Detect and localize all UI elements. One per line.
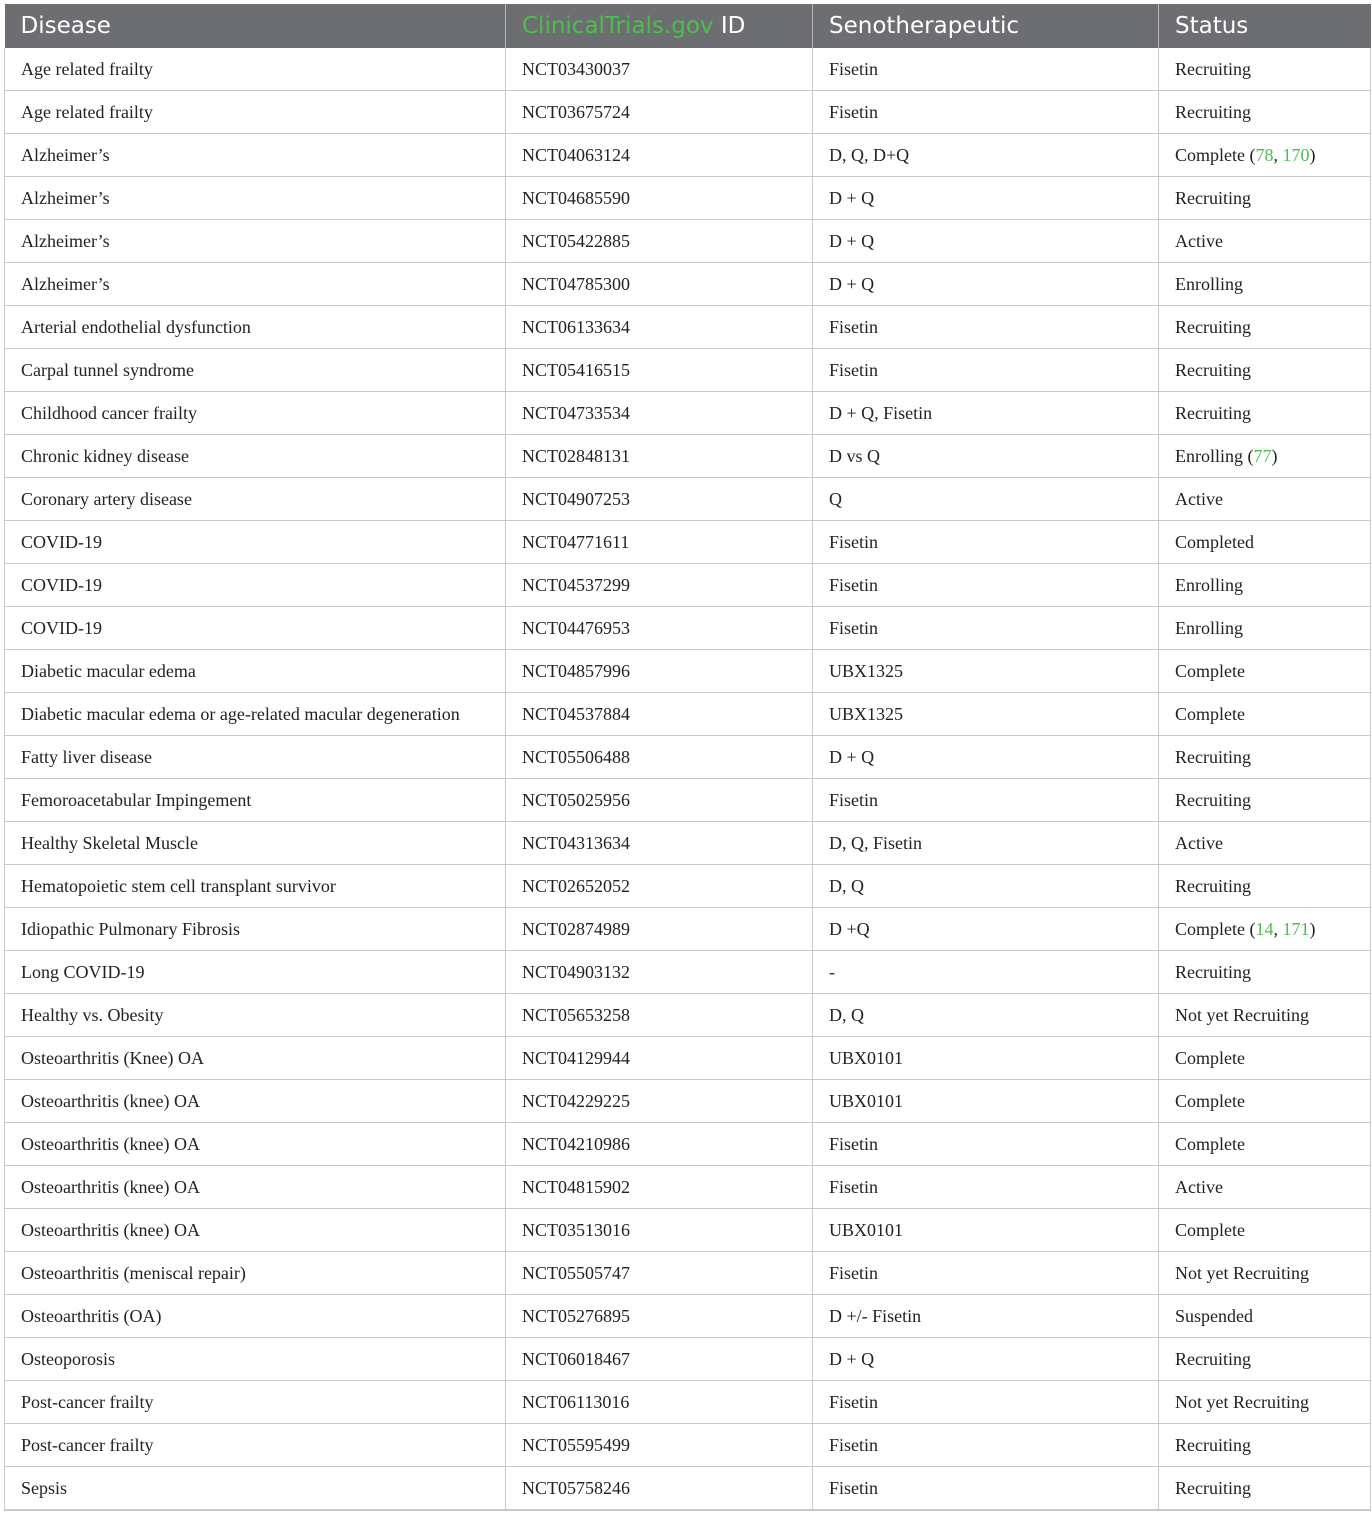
cell-disease: Age related frailty bbox=[5, 48, 506, 91]
table-row bbox=[5, 1295, 1371, 1338]
citation-link[interactable]: 171 bbox=[1282, 918, 1310, 939]
cell-senotherapeutic: Fisetin bbox=[813, 607, 1159, 650]
cell-trial-id: NCT02652052 bbox=[506, 865, 813, 908]
table-row bbox=[5, 1037, 1371, 1080]
cell-trial-id: NCT04907253 bbox=[506, 478, 813, 521]
cell-status bbox=[1159, 1338, 1371, 1381]
cell-trial-id: NCT06018467 bbox=[506, 1338, 813, 1381]
cell-status bbox=[1159, 1467, 1371, 1511]
header-status: Status bbox=[1159, 4, 1371, 48]
table-row bbox=[5, 1252, 1371, 1295]
status-text: Complete bbox=[1175, 660, 1245, 681]
cell-status bbox=[1159, 48, 1371, 91]
cell-trial-id: NCT05653258 bbox=[506, 994, 813, 1037]
table-row bbox=[5, 564, 1371, 607]
status-text: Recruiting bbox=[1175, 1434, 1251, 1455]
trials-table bbox=[4, 4, 1371, 1511]
status-text: Complete bbox=[1175, 1090, 1245, 1111]
cell-disease: Osteoarthritis (knee) OA bbox=[5, 1166, 506, 1209]
citation-link[interactable]: 78 bbox=[1255, 144, 1274, 165]
cell-disease: Femoroacetabular Impingement bbox=[5, 779, 506, 822]
cell-trial-id: NCT04857996 bbox=[506, 650, 813, 693]
table-row bbox=[5, 822, 1371, 865]
header-senotherapeutic: Senotherapeutic bbox=[813, 4, 1159, 48]
cell-trial-id: NCT04229225 bbox=[506, 1080, 813, 1123]
table-row bbox=[5, 306, 1371, 349]
table-row bbox=[5, 392, 1371, 435]
cell-senotherapeutic: Fisetin bbox=[813, 1166, 1159, 1209]
status-text: Recruiting bbox=[1175, 101, 1251, 122]
cell-status bbox=[1159, 779, 1371, 822]
cell-status bbox=[1159, 865, 1371, 908]
cell-senotherapeutic: Fisetin bbox=[813, 1424, 1159, 1467]
cell-senotherapeutic: D + Q bbox=[813, 736, 1159, 779]
cell-status bbox=[1159, 736, 1371, 779]
cell-disease: Healthy Skeletal Muscle bbox=[5, 822, 506, 865]
status-text: Active bbox=[1175, 1176, 1223, 1197]
cell-senotherapeutic: UBX1325 bbox=[813, 650, 1159, 693]
table-row bbox=[5, 478, 1371, 521]
status-text: Active bbox=[1175, 230, 1223, 251]
cell-status bbox=[1159, 607, 1371, 650]
cell-disease: Healthy vs. Obesity bbox=[5, 994, 506, 1037]
cell-trial-id: NCT04785300 bbox=[506, 263, 813, 306]
cell-trial-id: NCT04063124 bbox=[506, 134, 813, 177]
cell-disease: Childhood cancer frailty bbox=[5, 392, 506, 435]
status-text: Enrolling bbox=[1175, 445, 1243, 466]
table-row bbox=[5, 779, 1371, 822]
cell-status bbox=[1159, 1209, 1371, 1252]
cell-disease: Osteoporosis bbox=[5, 1338, 506, 1381]
cell-trial-id: NCT04903132 bbox=[506, 951, 813, 994]
cell-senotherapeutic: D, Q bbox=[813, 865, 1159, 908]
cell-disease: Age related frailty bbox=[5, 91, 506, 134]
cell-trial-id: NCT05416515 bbox=[506, 349, 813, 392]
cell-senotherapeutic: D + Q bbox=[813, 177, 1159, 220]
cell-status bbox=[1159, 1295, 1371, 1338]
cell-senotherapeutic: D +/- Fisetin bbox=[813, 1295, 1159, 1338]
cell-disease: Idiopathic Pulmonary Fibrosis bbox=[5, 908, 506, 951]
table-row bbox=[5, 693, 1371, 736]
cell-trial-id: NCT06133634 bbox=[506, 306, 813, 349]
cell-disease: Arterial endothelial dysfunction bbox=[5, 306, 506, 349]
cell-disease: Post-cancer frailty bbox=[5, 1424, 506, 1467]
table-row bbox=[5, 865, 1371, 908]
table-row bbox=[5, 1123, 1371, 1166]
cell-senotherapeutic: D + Q, Fisetin bbox=[813, 392, 1159, 435]
table-row bbox=[5, 908, 1371, 951]
status-text: Recruiting bbox=[1175, 58, 1251, 79]
cell-disease: Carpal tunnel syndrome bbox=[5, 349, 506, 392]
cell-status bbox=[1159, 1252, 1371, 1295]
cell-status bbox=[1159, 478, 1371, 521]
cell-senotherapeutic: D + Q bbox=[813, 220, 1159, 263]
cell-trial-id: NCT05422885 bbox=[506, 220, 813, 263]
table-row bbox=[5, 349, 1371, 392]
table-row bbox=[5, 220, 1371, 263]
cell-senotherapeutic: D + Q bbox=[813, 1338, 1159, 1381]
table-row bbox=[5, 951, 1371, 994]
cell-status bbox=[1159, 650, 1371, 693]
clinicaltrials-link[interactable]: ClinicalTrials.gov bbox=[522, 13, 714, 39]
cell-trial-id: NCT04685590 bbox=[506, 177, 813, 220]
status-text: Complete bbox=[1175, 1133, 1245, 1154]
cell-status: Enrolling (77) bbox=[1159, 435, 1371, 478]
cell-trial-id: NCT05506488 bbox=[506, 736, 813, 779]
cell-trial-id: NCT04476953 bbox=[506, 607, 813, 650]
table-row bbox=[5, 48, 1371, 91]
cell-trial-id: NCT05276895 bbox=[506, 1295, 813, 1338]
cell-status bbox=[1159, 822, 1371, 865]
table-row bbox=[5, 134, 1371, 177]
status-text: Recruiting bbox=[1175, 746, 1251, 767]
cell-senotherapeutic: Fisetin bbox=[813, 1123, 1159, 1166]
status-text: Not yet Recruiting bbox=[1175, 1391, 1309, 1412]
cell-trial-id: NCT04537299 bbox=[506, 564, 813, 607]
cell-status bbox=[1159, 951, 1371, 994]
cell-senotherapeutic: UBX0101 bbox=[813, 1209, 1159, 1252]
cell-trial-id: NCT04733534 bbox=[506, 392, 813, 435]
cell-trial-id: NCT04771611 bbox=[506, 521, 813, 564]
table-row bbox=[5, 1424, 1371, 1467]
cell-trial-id: NCT06113016 bbox=[506, 1381, 813, 1424]
cell-disease: Osteoarthritis (knee) OA bbox=[5, 1209, 506, 1252]
cell-trial-id: NCT03675724 bbox=[506, 91, 813, 134]
status-text: Recruiting bbox=[1175, 961, 1251, 982]
table-row bbox=[5, 1166, 1371, 1209]
status-text: Complete bbox=[1175, 703, 1245, 724]
citation-link[interactable]: 170 bbox=[1282, 144, 1310, 165]
cell-senotherapeutic: D + Q bbox=[813, 263, 1159, 306]
cell-senotherapeutic: D, Q, Fisetin bbox=[813, 822, 1159, 865]
table-row bbox=[5, 521, 1371, 564]
status-text: Recruiting bbox=[1175, 402, 1251, 423]
status-text: Enrolling bbox=[1175, 574, 1243, 595]
status-text: Enrolling bbox=[1175, 617, 1243, 638]
cell-senotherapeutic: Fisetin bbox=[813, 779, 1159, 822]
cell-status bbox=[1159, 994, 1371, 1037]
cell-senotherapeutic: Fisetin bbox=[813, 349, 1159, 392]
cell-senotherapeutic: Fisetin bbox=[813, 1381, 1159, 1424]
cell-senotherapeutic: Fisetin bbox=[813, 48, 1159, 91]
cell-disease: COVID-19 bbox=[5, 607, 506, 650]
cell-status bbox=[1159, 521, 1371, 564]
cell-trial-id: NCT03513016 bbox=[506, 1209, 813, 1252]
table-row bbox=[5, 1338, 1371, 1381]
status-text: Enrolling bbox=[1175, 273, 1243, 294]
status-text: Complete bbox=[1175, 918, 1245, 939]
cell-disease: Alzheimer’s bbox=[5, 220, 506, 263]
table-row bbox=[5, 91, 1371, 134]
cell-trial-id: NCT04210986 bbox=[506, 1123, 813, 1166]
header-id-suffix: ID bbox=[713, 13, 746, 39]
cell-disease: COVID-19 bbox=[5, 564, 506, 607]
cell-disease: Alzheimer’s bbox=[5, 134, 506, 177]
cell-senotherapeutic: Q bbox=[813, 478, 1159, 521]
cell-senotherapeutic: Fisetin bbox=[813, 306, 1159, 349]
table-row bbox=[5, 177, 1371, 220]
cell-trial-id: NCT05595499 bbox=[506, 1424, 813, 1467]
cell-trial-id: NCT04537884 bbox=[506, 693, 813, 736]
table-row bbox=[5, 650, 1371, 693]
status-text: Recruiting bbox=[1175, 187, 1251, 208]
cell-senotherapeutic: Fisetin bbox=[813, 91, 1159, 134]
cell-disease: Diabetic macular edema or age-related macular degeneration bbox=[5, 693, 506, 736]
cell-senotherapeutic: D +Q bbox=[813, 908, 1159, 951]
cell-disease: Post-cancer frailty bbox=[5, 1381, 506, 1424]
cell-status bbox=[1159, 693, 1371, 736]
cell-status bbox=[1159, 392, 1371, 435]
cell-status bbox=[1159, 1080, 1371, 1123]
status-text: Active bbox=[1175, 488, 1223, 509]
cell-senotherapeutic: Fisetin bbox=[813, 1252, 1159, 1295]
cell-disease: Fatty liver disease bbox=[5, 736, 506, 779]
table-body bbox=[5, 48, 1371, 1510]
cell-trial-id: NCT02874989 bbox=[506, 908, 813, 951]
cell-senotherapeutic: Fisetin bbox=[813, 564, 1159, 607]
status-text: Recruiting bbox=[1175, 359, 1251, 380]
status-text: Recruiting bbox=[1175, 1348, 1251, 1369]
cell-senotherapeutic: UBX0101 bbox=[813, 1037, 1159, 1080]
cell-trial-id: NCT04129944 bbox=[506, 1037, 813, 1080]
cell-disease: Osteoarthritis (OA) bbox=[5, 1295, 506, 1338]
cell-status bbox=[1159, 1123, 1371, 1166]
cell-disease: Osteoarthritis (knee) OA bbox=[5, 1123, 506, 1166]
cell-status bbox=[1159, 1424, 1371, 1467]
status-text: Not yet Recruiting bbox=[1175, 1004, 1309, 1025]
cell-disease: Alzheimer’s bbox=[5, 177, 506, 220]
status-text: Suspended bbox=[1175, 1305, 1253, 1326]
cell-disease: Chronic kidney disease bbox=[5, 435, 506, 478]
cell-disease: Alzheimer’s bbox=[5, 263, 506, 306]
table-row bbox=[5, 1381, 1371, 1424]
header-disease: Disease bbox=[5, 4, 506, 48]
table-row bbox=[5, 736, 1371, 779]
cell-senotherapeutic: D, Q, D+Q bbox=[813, 134, 1159, 177]
citation-link[interactable]: 77 bbox=[1253, 445, 1272, 466]
cell-status bbox=[1159, 306, 1371, 349]
cell-disease: Osteoarthritis (knee) OA bbox=[5, 1080, 506, 1123]
cell-senotherapeutic: D, Q bbox=[813, 994, 1159, 1037]
cell-status: Complete (78, 170) bbox=[1159, 134, 1371, 177]
cell-status: Complete (14, 171) bbox=[1159, 908, 1371, 951]
cell-disease: Hematopoietic stem cell transplant survivor bbox=[5, 865, 506, 908]
cell-status bbox=[1159, 1166, 1371, 1209]
cell-senotherapeutic: - bbox=[813, 951, 1159, 994]
cell-disease: Long COVID-19 bbox=[5, 951, 506, 994]
header-id bbox=[506, 4, 813, 48]
table-row bbox=[5, 1209, 1371, 1252]
cell-trial-id: NCT03430037 bbox=[506, 48, 813, 91]
citation-link[interactable]: 14 bbox=[1255, 918, 1274, 939]
status-text: Recruiting bbox=[1175, 1477, 1251, 1498]
table-row bbox=[5, 263, 1371, 306]
cell-disease: Osteoarthritis (Knee) OA bbox=[5, 1037, 506, 1080]
cell-trial-id: NCT05025956 bbox=[506, 779, 813, 822]
table-row bbox=[5, 994, 1371, 1037]
status-text: Complete bbox=[1175, 144, 1245, 165]
status-text: Recruiting bbox=[1175, 875, 1251, 896]
cell-trial-id: NCT04815902 bbox=[506, 1166, 813, 1209]
cell-status bbox=[1159, 91, 1371, 134]
status-text: Recruiting bbox=[1175, 316, 1251, 337]
table-row bbox=[5, 1080, 1371, 1123]
cell-status bbox=[1159, 1381, 1371, 1424]
cell-senotherapeutic: UBX1325 bbox=[813, 693, 1159, 736]
status-text: Recruiting bbox=[1175, 789, 1251, 810]
cell-trial-id: NCT05758246 bbox=[506, 1467, 813, 1511]
status-text: Completed bbox=[1175, 531, 1254, 552]
table-row bbox=[5, 607, 1371, 650]
table-row bbox=[5, 435, 1371, 478]
cell-status bbox=[1159, 177, 1371, 220]
cell-disease: Diabetic macular edema bbox=[5, 650, 506, 693]
cell-disease: Osteoarthritis (meniscal repair) bbox=[5, 1252, 506, 1295]
cell-status bbox=[1159, 564, 1371, 607]
cell-status bbox=[1159, 263, 1371, 306]
status-text: Active bbox=[1175, 832, 1223, 853]
cell-senotherapeutic: UBX0101 bbox=[813, 1080, 1159, 1123]
cell-senotherapeutic: Fisetin bbox=[813, 1467, 1159, 1511]
cell-status bbox=[1159, 1037, 1371, 1080]
cell-trial-id: NCT05505747 bbox=[506, 1252, 813, 1295]
status-text: Not yet Recruiting bbox=[1175, 1262, 1309, 1283]
cell-disease: Coronary artery disease bbox=[5, 478, 506, 521]
cell-senotherapeutic: D vs Q bbox=[813, 435, 1159, 478]
status-text: Complete bbox=[1175, 1047, 1245, 1068]
cell-disease: COVID-19 bbox=[5, 521, 506, 564]
cell-status bbox=[1159, 220, 1371, 263]
cell-status bbox=[1159, 349, 1371, 392]
cell-trial-id: NCT02848131 bbox=[506, 435, 813, 478]
table-row bbox=[5, 1467, 1371, 1511]
cell-trial-id: NCT04313634 bbox=[506, 822, 813, 865]
cell-disease: Sepsis bbox=[5, 1467, 506, 1511]
status-text: Complete bbox=[1175, 1219, 1245, 1240]
cell-senotherapeutic: Fisetin bbox=[813, 521, 1159, 564]
table-header-row bbox=[5, 4, 1371, 48]
